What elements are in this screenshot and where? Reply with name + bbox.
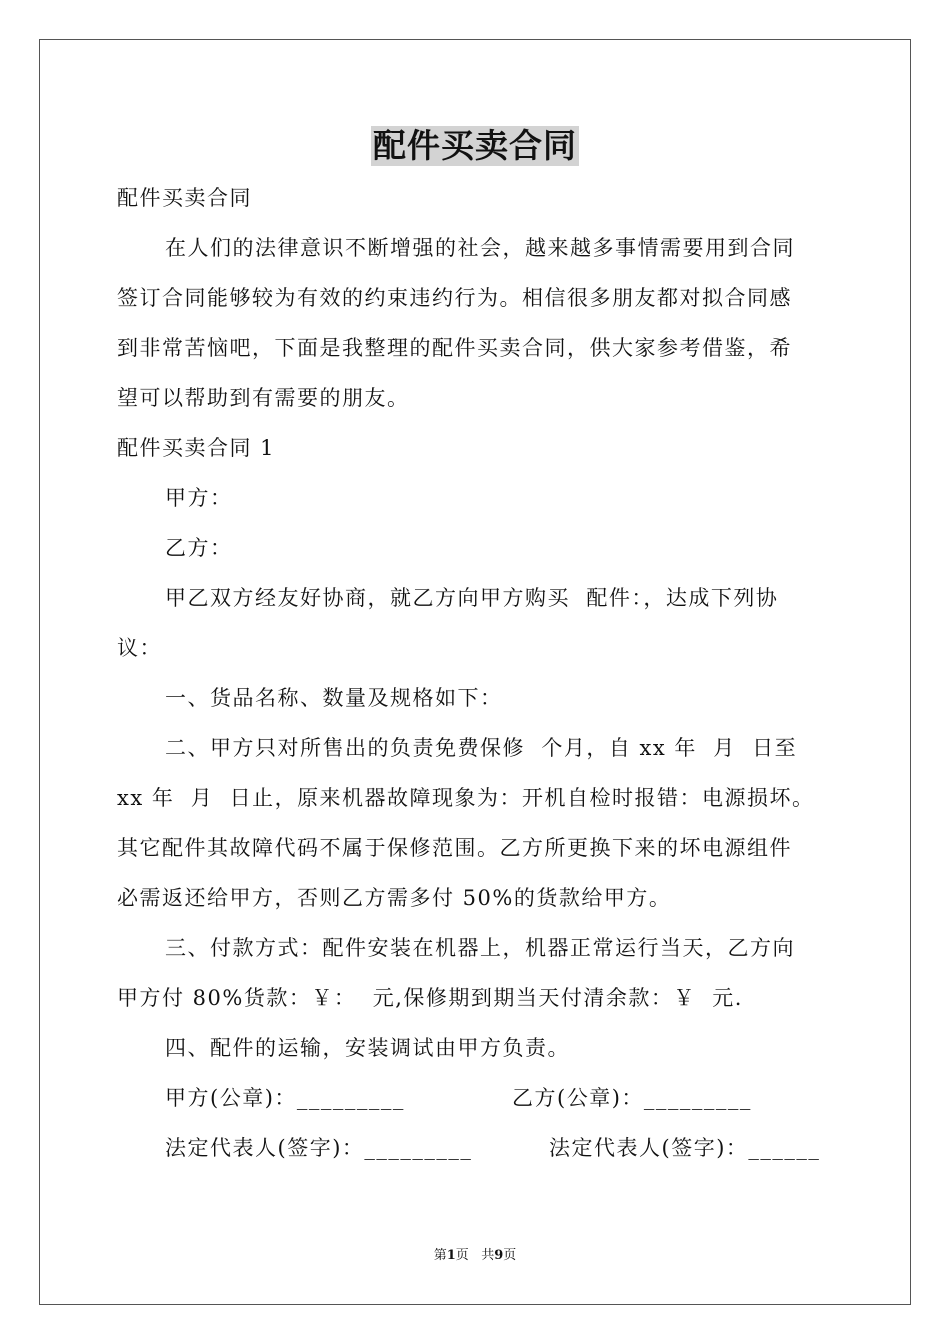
footer-total-prefix: 共 <box>481 1248 495 1263</box>
footer-total-unit: 页 <box>503 1248 517 1263</box>
footer-total-pages: 9 <box>494 1248 504 1263</box>
paragraph-line: 签订合同能够较为有效的约束违约行为。相信很多朋友都对拟合同感 <box>117 286 792 310</box>
paragraph-line: 议： <box>117 636 162 660</box>
clause-line: 必需返还给甲方，否则乙方需多付 50%的货款给甲方。 <box>117 886 672 910</box>
clause-line: xx 年 月 日止，原来机器故障现象为：开机自检时报错：电源损坏。 <box>117 786 815 810</box>
page-footer <box>0 1247 950 1265</box>
clause-line: 其它配件其故障代码不属于保修范围。乙方所更换下来的坏电源组件 <box>117 836 792 860</box>
paragraph-line: 甲乙双方经友好协商，就乙方向甲方购买 配件：，达成下列协 <box>165 586 779 610</box>
clause-line: 三、付款方式：配件安装在机器上，机器正常运行当天，乙方向 <box>165 936 795 960</box>
party-b-seal-line: 乙方(公章)：_________ <box>512 1086 752 1110</box>
footer-page-number: 1 <box>446 1248 456 1263</box>
footer-page-unit: 页 <box>455 1248 469 1263</box>
document-title: 配件买卖合同 <box>373 126 577 165</box>
party-b-representative-line: 法定代表人(签字)：______ <box>549 1136 821 1160</box>
clause-line: 甲方付 80%货款：￥： 元,保修期到期当天付清余款：￥ 元. <box>117 986 743 1010</box>
party-a-representative-line: 法定代表人(签字)：_________ <box>165 1136 473 1160</box>
party-a-seal-line: 甲方(公章)：_________ <box>165 1086 405 1110</box>
clause-line: 二、甲方只对所售出的负责免费保修 个月，自 xx 年 月 日至 <box>165 736 798 760</box>
paragraph-line: 望可以帮助到有需要的朋友。 <box>117 386 410 410</box>
party-a-line: 甲方： <box>165 486 233 510</box>
section-heading: 配件买卖合同 1 <box>117 436 276 460</box>
document-title-wrap <box>0 126 950 166</box>
subtitle: 配件买卖合同 <box>117 186 252 210</box>
footer-prefix: 第 <box>433 1248 447 1263</box>
clause-line: 四、配件的运输，安装调试由甲方负责。 <box>165 1036 570 1060</box>
paragraph-line: 到非常苦恼吧，下面是我整理的配件买卖合同，供大家参考借鉴，希 <box>117 336 792 360</box>
page-border <box>39 39 911 1305</box>
paragraph-line: 在人们的法律意识不断增强的社会，越来越多事情需要用到合同 <box>165 236 795 260</box>
party-b-line: 乙方： <box>165 536 233 560</box>
clause-line: 一、货品名称、数量及规格如下： <box>165 686 503 710</box>
